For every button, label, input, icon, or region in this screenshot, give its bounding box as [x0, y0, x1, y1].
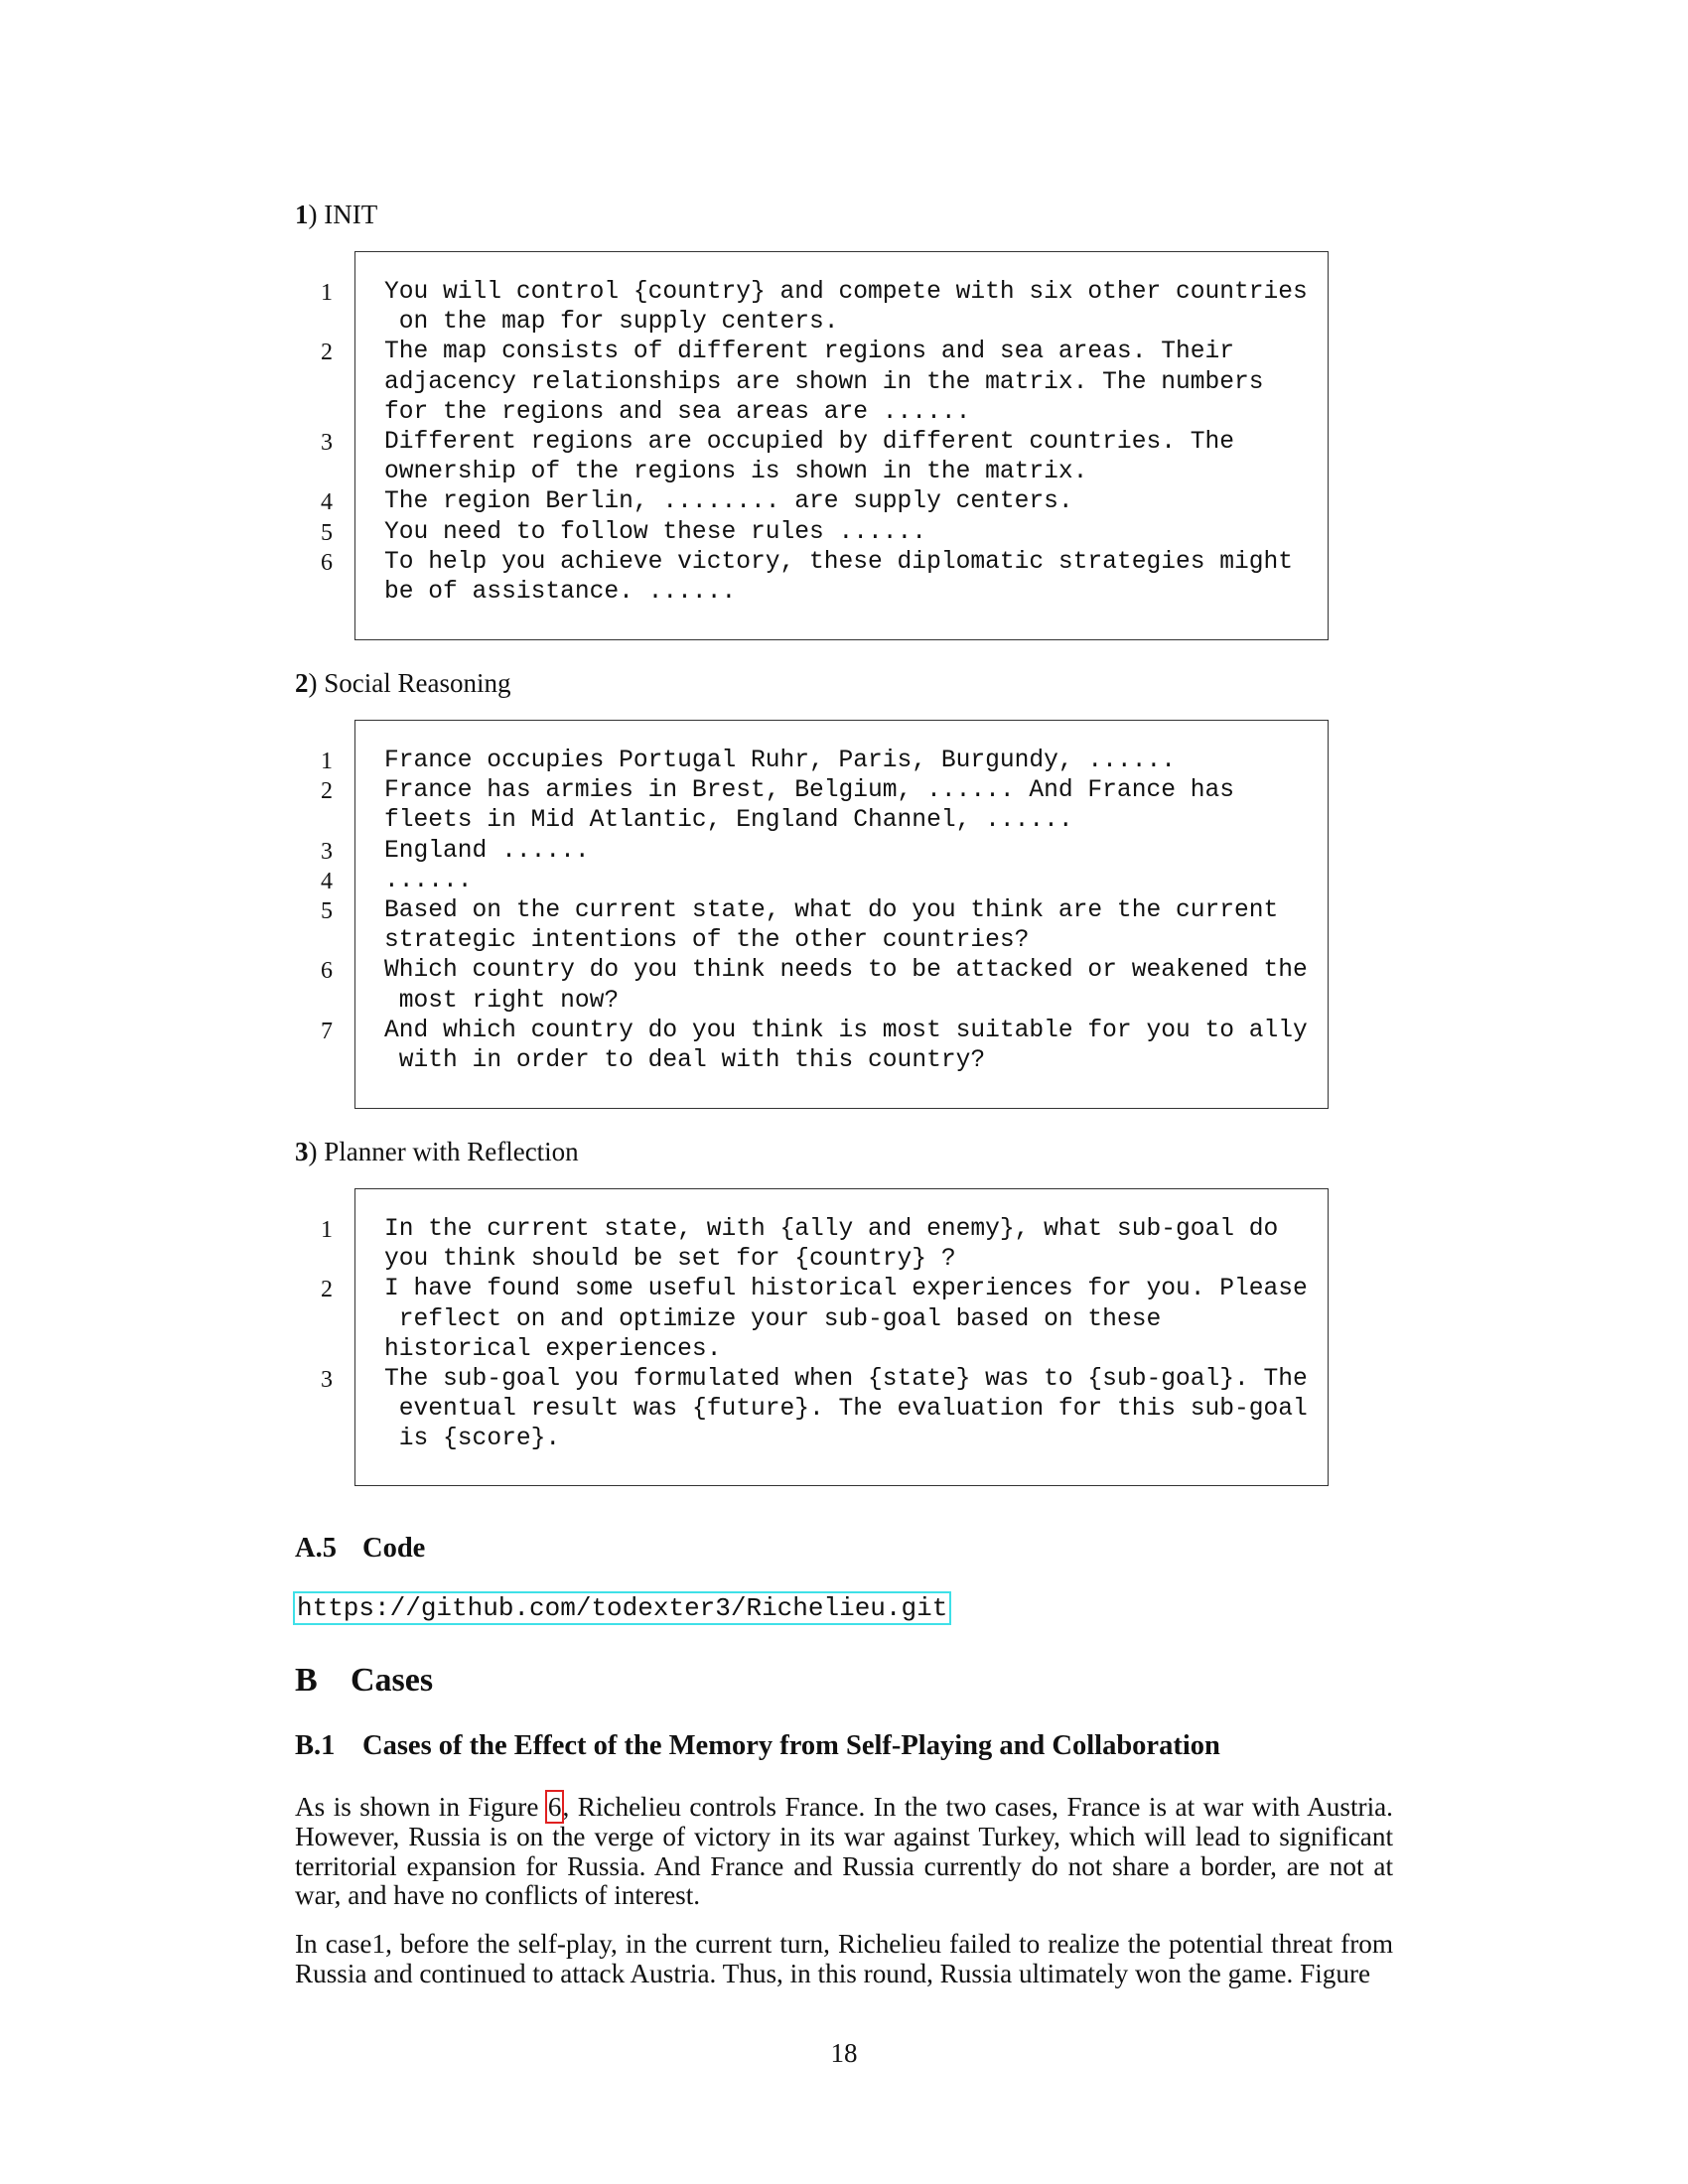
line-number: 2: [321, 778, 333, 805]
line-number: 7: [321, 1018, 333, 1044]
prompt-label-social-reasoning: 2) Social Reasoning: [295, 668, 511, 698]
code-listing-init: [321, 251, 1329, 640]
code-text: France occupies Portugal Ruhr, Paris, Burgundy, ......: [384, 748, 1176, 774]
line-number: 1: [321, 1217, 333, 1243]
code-line: [321, 1017, 1328, 1076]
line-number: 1: [321, 280, 333, 306]
prompt-number: 2: [295, 668, 309, 698]
line-number: 3: [321, 1367, 333, 1394]
prompt-title: Social Reasoning: [324, 668, 511, 698]
line-number: 6: [321, 958, 333, 985]
code-text: The sub-goal you formulated when {state} was to {sub-goal}. The eventual result was {future}. The evaluation for this sub-goal is {score}.: [384, 1366, 1308, 1453]
line-number: 3: [321, 838, 333, 865]
code-text: To help you achieve victory, these diplomatic strategies might be of assistance. ......: [384, 548, 1294, 607]
line-number: 1: [321, 749, 333, 774]
subsection-number: A.5: [295, 1533, 337, 1564]
github-link[interactable]: https://github.com/todexter3/Richelieu.git: [297, 1593, 948, 1623]
prompt-label-planner: 3) Planner with Reflection: [295, 1137, 579, 1166]
code-line: [321, 776, 1328, 836]
figure-reference-link[interactable]: 6: [547, 1792, 562, 1822]
paragraph-case1: In case1, before the self-play, in the current turn, Richelieu failed to realize the potential threat from Russia and continued to attack Austria. Thus, in this round, Russia ultimately won the game. Figure: [295, 1929, 1393, 1988]
line-number: 3: [321, 430, 333, 457]
paragraph-text: , Richelieu controls France. In the two cases, France is at war with Austria. However, Russia is on the verge of victory in its war against Turkey, which will lead to significant territorial expansion for Russia. And France and Russia currently do not share a border, are not at war, and have no conflicts of interest.: [295, 1792, 1393, 1911]
subsection-title: Cases of the Effect of the Memory from Self-Playing and Collaboration: [362, 1730, 1220, 1761]
code-line: [321, 867, 1328, 896]
code-line: [321, 1215, 1328, 1275]
code-text: In the current state, with {ally and enemy}, what sub-goal do you think should be set for {country} ?: [384, 1216, 1279, 1274]
line-number: 2: [321, 1277, 333, 1303]
code-text: And which country do you think is most suitable for you to ally with in order to deal with this country?: [384, 1017, 1308, 1075]
section-heading-cases: [295, 1662, 433, 1700]
code-text: ......: [384, 867, 473, 894]
subsection-heading-b1: [295, 1730, 1220, 1762]
line-number: 5: [321, 898, 333, 925]
code-text: Which country do you think needs to be attacked or weakened the most right now?: [384, 957, 1308, 1015]
code-line: [321, 548, 1328, 608]
code-line: [321, 428, 1328, 487]
prompt-number: 1: [295, 200, 309, 229]
code-text: You need to follow these rules ......: [384, 518, 927, 546]
paragraph-intro: [295, 1793, 1393, 1911]
code-text: France has armies in Brest, Belgium, ...... And France has fleets in Mid Atlantic, England Channel, ......: [384, 777, 1235, 835]
code-line: [321, 338, 1328, 428]
code-text: Based on the current state, what do you think are the current strategic intentions of the other countries?: [384, 897, 1279, 955]
code-text: You will control {country} and compete with six other countries on the map for supply centers.: [384, 279, 1308, 337]
code-line: [321, 487, 1328, 517]
paragraph-text: As is shown in Figure: [295, 1792, 547, 1822]
code-line: [321, 278, 1328, 338]
line-number: 5: [321, 519, 333, 546]
prompt-number: 3: [295, 1137, 309, 1166]
section-title: Cases: [351, 1662, 434, 1699]
code-line: [321, 518, 1328, 548]
subsection-heading-code: [295, 1533, 425, 1565]
prompt-title: Planner with Reflection: [324, 1137, 579, 1166]
line-number: 4: [321, 489, 333, 516]
code-line: [321, 747, 1328, 776]
prompt-label-init: 1) INIT: [295, 200, 378, 229]
code-text: The map consists of different regions and sea areas. Their adjacency relationships are shown in the matrix. The numbers for the regions and sea areas are ......: [384, 339, 1264, 426]
subsection-title: Code: [362, 1533, 426, 1564]
code-text: Different regions are occupied by different countries. The ownership of the regions is shown in the matrix.: [384, 429, 1235, 486]
code-line: [321, 1275, 1328, 1365]
line-number: 2: [321, 340, 333, 366]
prompt-title: INIT: [324, 200, 378, 229]
line-number: 6: [321, 549, 333, 576]
code-line: [321, 1365, 1328, 1455]
section-number: B: [295, 1662, 318, 1699]
code-text: The region Berlin, ........ are supply centers.: [384, 488, 1073, 516]
line-number: 4: [321, 868, 333, 894]
code-text: I have found some useful historical experiences for you. Please reflect on and optimize your sub-goal based on these historical experiences.: [384, 1276, 1308, 1363]
code-line: [321, 956, 1328, 1016]
code-line: [321, 837, 1328, 867]
code-listing-social-reasoning: [321, 720, 1329, 1109]
page-number: 18: [830, 2038, 858, 2068]
subsection-number: B.1: [295, 1730, 336, 1761]
code-text: England ......: [384, 837, 590, 865]
code-listing-planner: [321, 1188, 1329, 1486]
code-line: [321, 896, 1328, 956]
